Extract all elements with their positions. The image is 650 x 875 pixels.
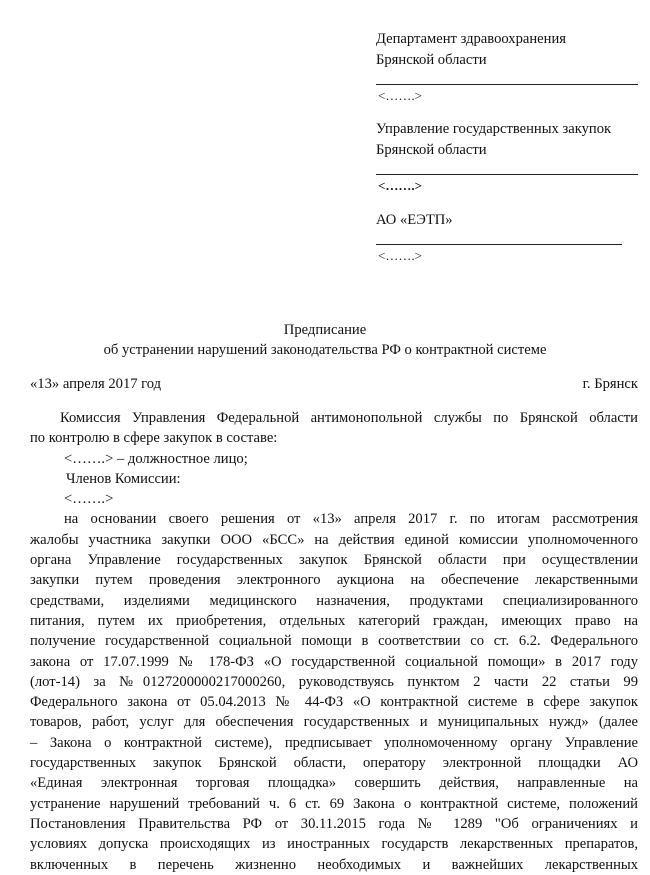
- main-text-line: получение государственной социальной помощи в соответствии со ст. 6.2. Федерального: [30, 633, 638, 650]
- document-body: [30, 408, 638, 875]
- document-title: [0, 320, 650, 360]
- recipient-placeholder: <…….>: [378, 178, 423, 193]
- main-text-line: (лот-14) за №0127200000217000260, руководствуясь пунктом 2 части 22 статьи 99: [30, 673, 638, 690]
- main-text-line: Федерального закона от 05.04.2013 № 44-ФЗ «О контрактной системе в сфере закупок: [30, 694, 638, 711]
- main-text-line: устранение нарушений требований ч. 6 ст. 69 Закона о контрактной системе, положений: [30, 795, 638, 812]
- main-text-line: закупки путем проведения электронного аукциона на обеспечение лекарственными: [30, 572, 638, 589]
- title-line-1: Предписание: [283, 322, 367, 338]
- signature-rule: [376, 174, 638, 175]
- recipient-placeholder: <…….>: [378, 88, 422, 103]
- main-text-line: средствами, изделиями медицинского назначения, продуктами специализированного: [30, 592, 638, 609]
- main-text-line: закона от 17.07.1999 № 178-ФЗ «О государственной социальной помощи» в 2017 году: [30, 653, 638, 670]
- main-text-line: «Единая электронная торговая площадка» совершить действия, направленные на: [30, 775, 638, 792]
- main-text-line: – Закона о контрактной системе), предписывает уполномоченному органу Управление: [30, 734, 638, 751]
- members-label: Членов Комиссии:: [66, 470, 181, 487]
- date-city-row: [30, 374, 638, 394]
- recipient-line: Брянской области: [376, 142, 487, 158]
- signature-rule: [376, 244, 622, 245]
- main-text-line: питания, путем их приобретения, отдельных категорий граждан, имеющих право на: [30, 612, 638, 629]
- recipient-block-health-department: [376, 29, 638, 105]
- main-text-line: Постановления Правительства РФ от 30.11.2015 года № 1289 "Об ограничениях и: [30, 815, 638, 832]
- recipient-line: Брянской области: [376, 52, 487, 68]
- main-text-line: товаров, работ, услуг для обеспечения государственных и муниципальных нужд» (далее: [30, 714, 638, 731]
- recipient-block-eetp: [376, 210, 622, 265]
- main-text-line: жалобы участника закупки ООО «БСС» на действия единой комиссии уполномоченного: [30, 531, 638, 548]
- main-text-line: на основании своего решения от «13» апреля 2017 г. по итогам рассмотрения: [64, 511, 638, 528]
- intro-line: Комиссия Управления Федеральной антимонопольной службы по Брянской области: [60, 410, 638, 426]
- title-line-2: об устранении нарушений законодательства РФ о контрактной системе: [103, 342, 547, 358]
- main-text-line: включенных в перечень жизненно необходимых и важнейших лекарственных: [30, 856, 638, 873]
- intro-line: по контролю в сфере закупок в составе:: [30, 430, 278, 447]
- main-text-line: государственных закупок Брянской области, оператору электронной площадки АО: [30, 755, 638, 772]
- members-placeholder: <…….>: [64, 491, 114, 508]
- recipient-placeholder: <…….>: [378, 248, 422, 263]
- main-text-line: условиях допуска происходящих из иностранных государств лекарственных препаратов,: [30, 836, 638, 853]
- signature-rule: [376, 84, 638, 85]
- recipient-block-procurement-department: [376, 119, 638, 195]
- official-line: <…….> – должностное лицо;: [64, 450, 248, 467]
- recipient-line: Управление государственных закупок: [376, 121, 612, 137]
- recipient-line: Департамент здравоохранения: [376, 31, 566, 47]
- document-city: г. Брянск: [582, 376, 638, 392]
- main-text-line: органа Управление государственных закупок Брянской области при осуществлении: [30, 552, 638, 569]
- document-date: «13» апреля 2017 год: [30, 376, 162, 392]
- recipient-line: АО «ЕЭТП»: [376, 212, 453, 228]
